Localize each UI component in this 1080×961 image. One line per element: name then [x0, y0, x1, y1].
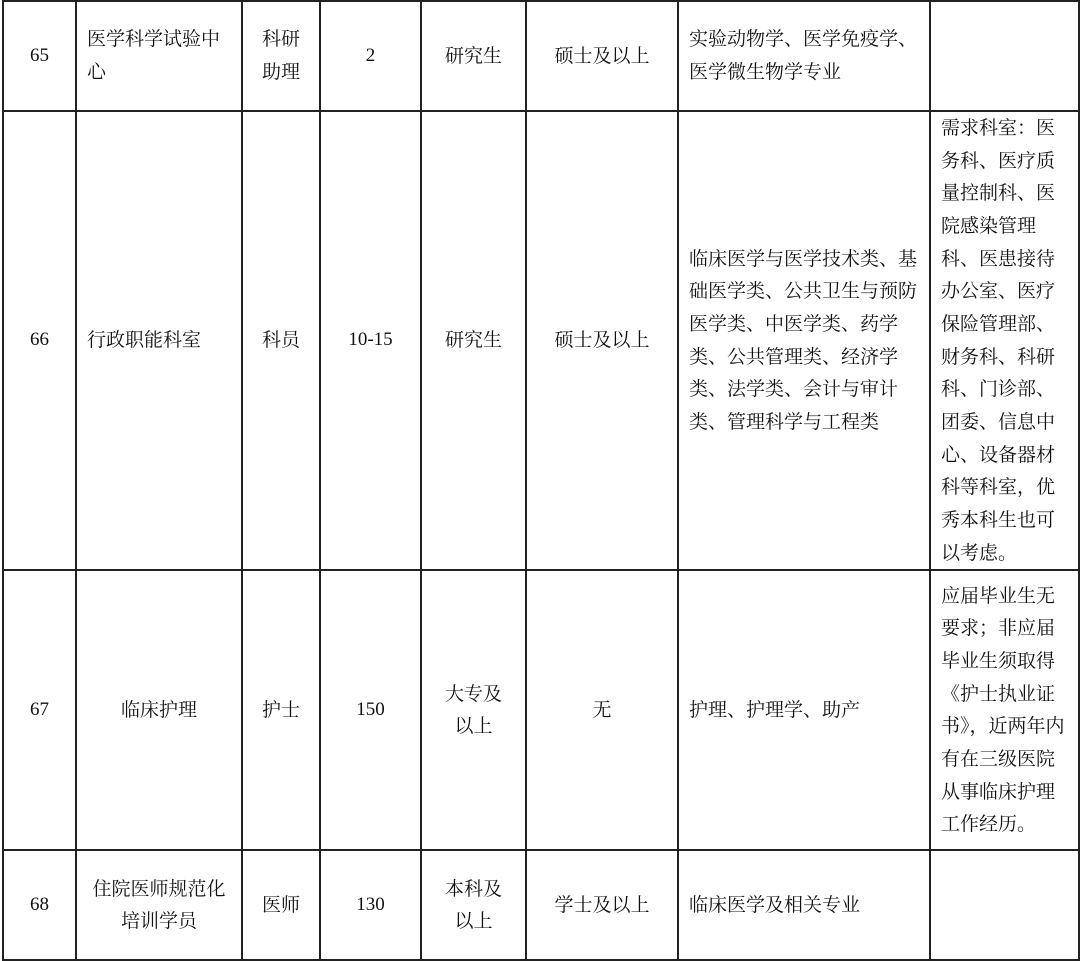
department-cell: 临床护理	[76, 570, 242, 850]
major-cell: 护理、护理学、助产	[678, 570, 930, 850]
position-cell: 科员	[242, 111, 320, 570]
department-cell: 住院医师规范化培训学员	[76, 850, 242, 960]
notes-cell	[930, 1, 1079, 111]
notes-cell: 需求科室：医务科、医疗质量控制科、医院感染管理科、医患接待办公室、医疗保险管理部、财务科、科研科、门诊部、团委、信息中心、设备器材科等科室，优秀本科生也可以考虑。	[930, 111, 1079, 570]
education-cell: 本科及以上	[421, 850, 526, 960]
row-number-cell: 66	[3, 111, 76, 570]
row-number-cell: 65	[3, 1, 76, 111]
table-row	[3, 1, 1079, 111]
degree-cell: 无	[526, 570, 678, 850]
department-cell: 医学科学试验中心	[76, 1, 242, 111]
headcount-cell: 130	[320, 850, 421, 960]
major-cell: 实验动物学、医学免疫学、医学微生物学专业	[678, 1, 930, 111]
table-row	[3, 570, 1079, 850]
notes-cell	[930, 850, 1079, 960]
education-cell: 研究生	[421, 1, 526, 111]
education-cell: 研究生	[421, 111, 526, 570]
department-cell: 行政职能科室	[76, 111, 242, 570]
recruitment-table	[2, 0, 1080, 961]
position-cell: 医师	[242, 850, 320, 960]
position-cell: 科研助理	[242, 1, 320, 111]
degree-cell: 学士及以上	[526, 850, 678, 960]
recruitment-table-container	[2, 0, 1078, 933]
major-cell: 临床医学及相关专业	[678, 850, 930, 960]
notes-cell: 应届毕业生无要求；非应届毕业生须取得《护士执业证书》，近两年内有在三级医院从事临床护理工作经历。	[930, 570, 1079, 850]
headcount-cell: 150	[320, 570, 421, 850]
degree-cell: 硕士及以上	[526, 111, 678, 570]
headcount-cell: 2	[320, 1, 421, 111]
position-cell: 护士	[242, 570, 320, 850]
degree-cell: 硕士及以上	[526, 1, 678, 111]
education-cell: 大专及以上	[421, 570, 526, 850]
table-row	[3, 850, 1079, 960]
row-number-cell: 68	[3, 850, 76, 960]
table-row	[3, 111, 1079, 570]
major-cell: 临床医学与医学技术类、基础医学类、公共卫生与预防医学类、中医学类、药学类、公共管理类、经济学类、法学类、会计与审计类、管理科学与工程类	[678, 111, 930, 570]
row-number-cell: 67	[3, 570, 76, 850]
headcount-cell: 10-15	[320, 111, 421, 570]
